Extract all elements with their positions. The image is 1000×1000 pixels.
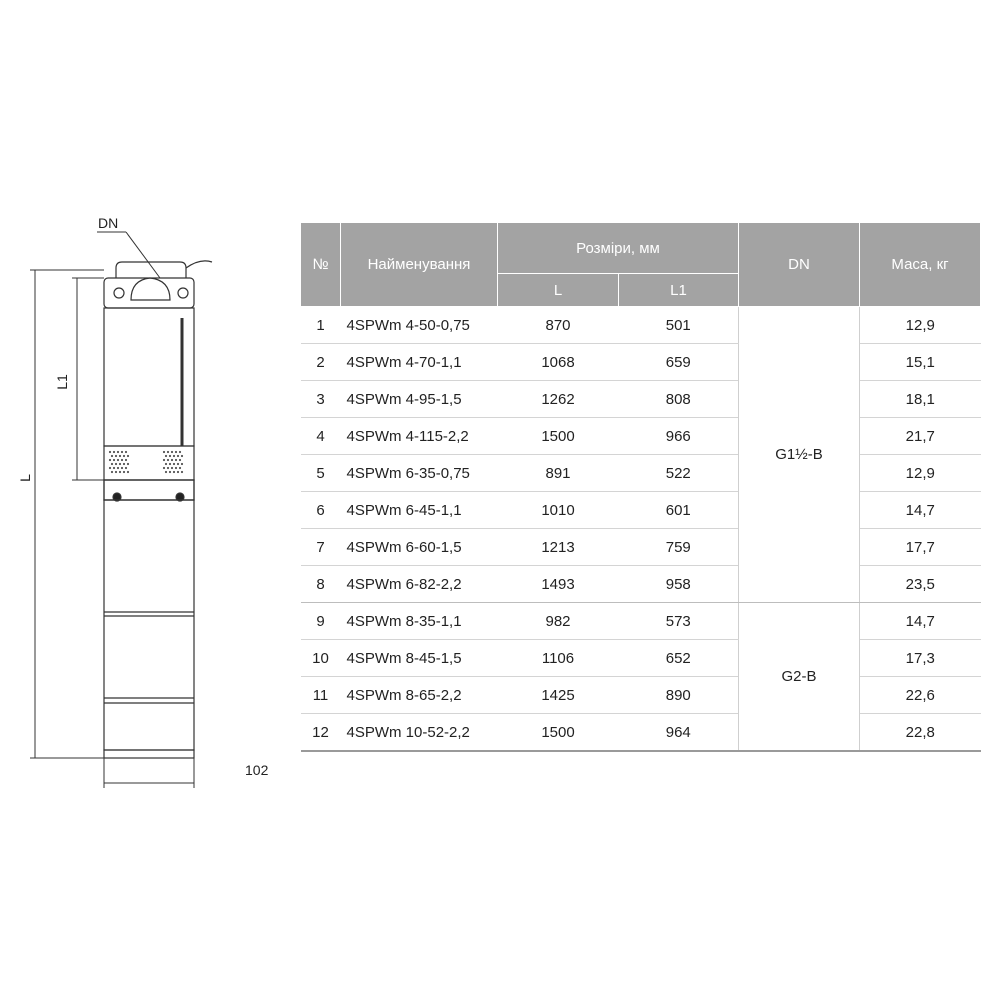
cell-name: 4SPWm 6-82-2,2	[341, 566, 498, 603]
perforation-dot	[165, 463, 167, 465]
cell-name: 4SPWm 8-45-1,5	[341, 640, 498, 677]
perforation-dot	[177, 455, 179, 457]
perforation-dot	[177, 463, 179, 465]
table-row	[301, 640, 981, 677]
perforation-dot	[123, 455, 125, 457]
perforation-dot	[119, 455, 121, 457]
cell-name: 4SPWm 8-65-2,2	[341, 677, 498, 714]
perforation-dot	[163, 467, 165, 469]
perforation-dot	[181, 471, 183, 473]
header-no: №	[301, 223, 341, 307]
cell-l1: 659	[619, 344, 739, 381]
cell-no: 2	[301, 344, 341, 381]
perforation-dot	[113, 467, 115, 469]
perforation-dot	[179, 451, 181, 453]
cell-mass: 15,1	[860, 344, 981, 381]
cell-no: 8	[301, 566, 341, 603]
cell-l1: 808	[619, 381, 739, 418]
cell-l: 1425	[498, 677, 619, 714]
cell-mass: 12,9	[860, 307, 981, 344]
cell-l: 891	[498, 455, 619, 492]
table-row	[301, 418, 981, 455]
perforation-dot	[125, 459, 127, 461]
cell-no: 10	[301, 640, 341, 677]
perforation-dot	[169, 471, 171, 473]
cell-name: 4SPWm 10-52-2,2	[341, 714, 498, 752]
cell-mass: 17,3	[860, 640, 981, 677]
cell-l: 1500	[498, 418, 619, 455]
perforation-dot	[111, 455, 113, 457]
cell-l1: 652	[619, 640, 739, 677]
cell-l1: 573	[619, 603, 739, 640]
cell-name: 4SPWm 4-95-1,5	[341, 381, 498, 418]
perforation-dot	[173, 455, 175, 457]
perforation-dot	[167, 467, 169, 469]
header-dn: DN	[739, 223, 860, 307]
table-row	[301, 492, 981, 529]
perforation-dot	[113, 451, 115, 453]
table-row	[301, 307, 981, 344]
perforation-dot	[171, 451, 173, 453]
cell-l: 1106	[498, 640, 619, 677]
perforation-dot	[163, 451, 165, 453]
cell-no: 12	[301, 714, 341, 752]
cell-name: 4SPWm 6-35-0,75	[341, 455, 498, 492]
cell-l: 1493	[498, 566, 619, 603]
cell-name: 4SPWm 4-115-2,2	[341, 418, 498, 455]
cell-no: 7	[301, 529, 341, 566]
cell-name: 4SPWm 6-60-1,5	[341, 529, 498, 566]
cell-mass: 17,7	[860, 529, 981, 566]
table-row	[301, 455, 981, 492]
cell-l: 982	[498, 603, 619, 640]
perforation-dot	[177, 471, 179, 473]
perforation-dot	[167, 451, 169, 453]
cell-l: 1068	[498, 344, 619, 381]
cell-l: 1262	[498, 381, 619, 418]
l1-label: L1	[54, 374, 70, 390]
cell-l1: 958	[619, 566, 739, 603]
perforation-dot	[109, 467, 111, 469]
perforation-dot	[173, 463, 175, 465]
cell-mass: 12,9	[860, 455, 981, 492]
perforation-dot	[119, 471, 121, 473]
perforation-dot	[175, 467, 177, 469]
dn-label: DN	[98, 215, 119, 231]
table-row	[301, 714, 981, 752]
cell-l1: 759	[619, 529, 739, 566]
cell-mass: 18,1	[860, 381, 981, 418]
cell-name: 4SPWm 4-50-0,75	[341, 307, 498, 344]
specifications-table	[300, 222, 981, 752]
perforation-dot	[115, 455, 117, 457]
perforation-dot	[169, 463, 171, 465]
perforation-dot	[111, 463, 113, 465]
perforation-dot	[125, 467, 127, 469]
perforation-dot	[163, 459, 165, 461]
perforation-dot	[121, 467, 123, 469]
cell-l1: 964	[619, 714, 739, 752]
perforation-dot	[171, 467, 173, 469]
perforation-dot	[109, 451, 111, 453]
perforation-dot	[127, 463, 129, 465]
perforation-dot	[117, 459, 119, 461]
header-l: L	[498, 274, 619, 307]
perforation-dot	[113, 459, 115, 461]
table-row	[301, 381, 981, 418]
perforation-dot	[121, 451, 123, 453]
l-label: L	[17, 474, 33, 482]
perforation-dot	[173, 471, 175, 473]
cell-no: 9	[301, 603, 341, 640]
cell-no: 4	[301, 418, 341, 455]
table-row	[301, 344, 981, 381]
cell-mass: 22,8	[860, 714, 981, 752]
perforation-dot	[115, 471, 117, 473]
perforation-dot	[167, 459, 169, 461]
cell-no: 5	[301, 455, 341, 492]
perforation-dot	[165, 471, 167, 473]
table-row	[301, 677, 981, 714]
pump-dimension-drawing	[0, 0, 300, 1000]
header-l1: L1	[619, 274, 739, 307]
perforation-dot	[121, 459, 123, 461]
cell-l1: 522	[619, 455, 739, 492]
header-dimensions: Розміри, мм	[498, 223, 739, 274]
perforation-dot	[111, 471, 113, 473]
perforation-dot	[165, 455, 167, 457]
cell-name: 4SPWm 8-35-1,1	[341, 603, 498, 640]
cell-no: 3	[301, 381, 341, 418]
perforation-dot	[117, 451, 119, 453]
perforation-dot	[171, 459, 173, 461]
cell-dn-group: G1½-B	[739, 307, 860, 603]
diameter-label: 102	[245, 762, 269, 778]
perforation-dot	[125, 451, 127, 453]
perforation-dot	[181, 455, 183, 457]
table-row	[301, 566, 981, 603]
header-mass: Маса, кг	[860, 223, 981, 307]
perforation-dot	[127, 455, 129, 457]
perforation-dot	[175, 459, 177, 461]
perforation-dot	[179, 467, 181, 469]
cell-no: 11	[301, 677, 341, 714]
perforation-dot	[179, 459, 181, 461]
cell-mass: 23,5	[860, 566, 981, 603]
perforation-dot	[175, 451, 177, 453]
cell-l1: 966	[619, 418, 739, 455]
cell-name: 4SPWm 6-45-1,1	[341, 492, 498, 529]
cell-mass: 14,7	[860, 603, 981, 640]
cell-no: 1	[301, 307, 341, 344]
header-name: Найменування	[341, 223, 498, 307]
cell-mass: 14,7	[860, 492, 981, 529]
cell-l: 870	[498, 307, 619, 344]
cell-mass: 22,6	[860, 677, 981, 714]
perforation-dot	[117, 467, 119, 469]
cell-l: 1500	[498, 714, 619, 752]
perforation-dot	[123, 471, 125, 473]
perforation-dot	[123, 463, 125, 465]
perforation-dot	[119, 463, 121, 465]
cell-l: 1010	[498, 492, 619, 529]
cell-l: 1213	[498, 529, 619, 566]
table-row	[301, 529, 981, 566]
cell-l1: 501	[619, 307, 739, 344]
cell-no: 6	[301, 492, 341, 529]
cell-name: 4SPWm 4-70-1,1	[341, 344, 498, 381]
table-row	[301, 603, 981, 640]
perforation-dot	[169, 455, 171, 457]
cell-l1: 890	[619, 677, 739, 714]
perforation-dot	[115, 463, 117, 465]
cell-dn-group: G2-B	[739, 603, 860, 752]
cell-l1: 601	[619, 492, 739, 529]
perforation-dot	[127, 471, 129, 473]
perforation-dot	[181, 463, 183, 465]
perforation-dot	[109, 459, 111, 461]
cell-mass: 21,7	[860, 418, 981, 455]
